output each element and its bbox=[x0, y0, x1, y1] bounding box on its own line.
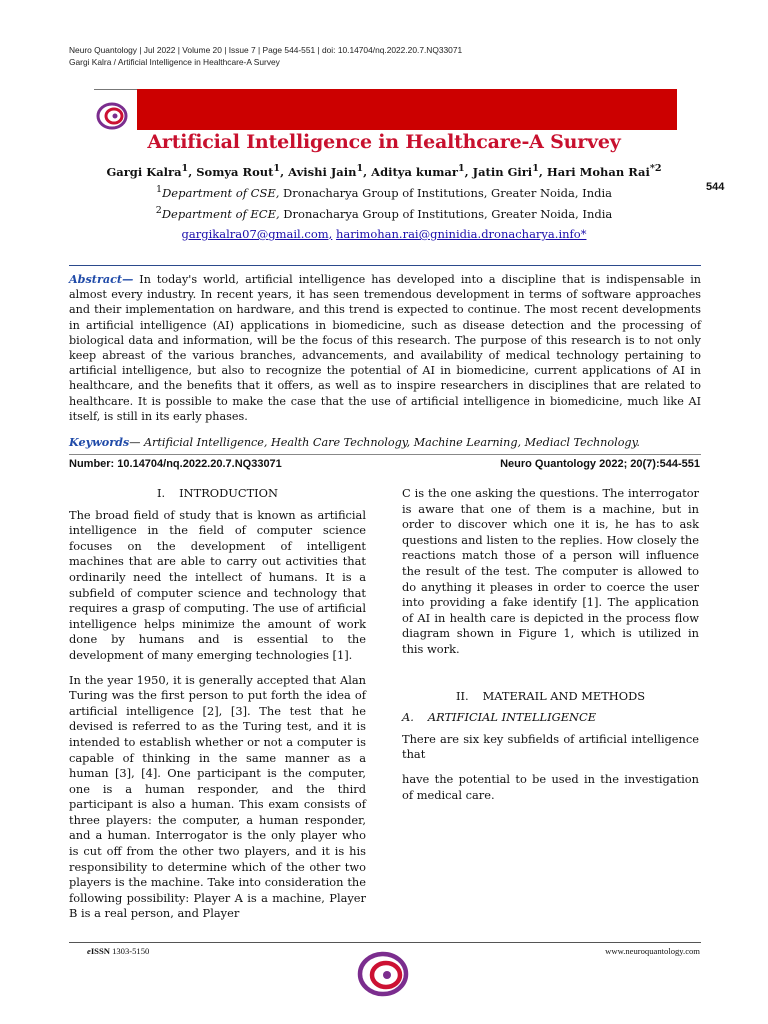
section-heading-introduction: I. INTRODUCTION bbox=[157, 486, 278, 500]
running-head bbox=[69, 44, 699, 68]
affiliation-2: $^2$Department of ECE, Dronacharya Group of Institutions, Greater Noida, India bbox=[155, 205, 613, 221]
neuroquantology-logo-icon bbox=[96, 101, 129, 131]
author: Hari Mohan Rai bbox=[546, 164, 650, 179]
footer-website[interactable]: www.neuroquantology.com bbox=[605, 946, 700, 956]
keywords-bottom-rule bbox=[69, 454, 701, 455]
author-emails bbox=[0, 227, 768, 241]
abstract-top-rule bbox=[69, 265, 701, 266]
author: Aditya kumar bbox=[371, 164, 458, 179]
email-link-1[interactable]: gargikalra07@gmail.com, bbox=[181, 227, 333, 241]
keywords bbox=[69, 435, 701, 450]
email-link-2[interactable]: harimohan.rai@gninidia.dronacharya.info* bbox=[335, 227, 587, 241]
paragraph: There are six key subfields of artificial intelligence that bbox=[402, 731, 699, 762]
paragraph: have the potential to be used in the investigation of medical care. bbox=[402, 771, 699, 802]
subsection-heading-ai: A. ARTIFICIAL INTELLIGENCE bbox=[402, 710, 597, 725]
footer-eissn: eISSN 1303-5150 bbox=[87, 946, 150, 956]
header-banner bbox=[137, 89, 677, 130]
paragraph: In the year 1950, it is generally accepted that Alan Turing was the first person to put forth the idea of artificial intelligence [2], [3]. The test that he devised is referred to as the Turing test, and it is intended to establish whether or not a computer is capable of thinking in the same manner as a human [3], [4]. One participant is the computer, one is a human responder, and the third participant is also a human. This exam consists of three players: the computer, a human responder, and a human. Interrogator is the only player who is cut off from the other two players, and it is his responsibility to determine which of the other two players is the machine. Take into consideration the following possibility: Player A is a machine, Player B is a real person, and Player bbox=[69, 672, 366, 921]
section-heading-methods: II. MATERAIL AND METHODS bbox=[455, 688, 646, 703]
abstract bbox=[69, 272, 701, 424]
keywords-text: — Artificial Intelligence, Health Care Technology, Machine Learning, Mediacl Technology. bbox=[129, 436, 640, 449]
affiliation-1: $^1$Department of CSE, Dronacharya Group of Institutions, Greater Noida, India bbox=[155, 184, 613, 200]
author: Jatin Giri bbox=[472, 164, 533, 179]
author: Somya Rout bbox=[196, 164, 274, 179]
doi-number: Number: 10.14704/nq.2022.20.7.NQ33071 bbox=[69, 458, 282, 470]
running-head-journal-info: Neuro Quantology | Jul 2022 | Volume 20 | Issue 7 | Page 544-551 | doi: 10.14704/nq.2022.20.7.NQ33071 bbox=[69, 45, 463, 55]
paper-title: Artificial Intelligence in Healthcare-A Survey bbox=[147, 131, 621, 153]
author: Avishi Jain bbox=[288, 164, 357, 179]
page-number: 544 bbox=[706, 181, 725, 193]
author-list: Gargi Kalra$^1$, Somya Rout$^1$, Avishi Jain$^1$, Aditya kumar$^1$, Jatin Giri$^1$, Hari Mohan Rai$^{*2}$ bbox=[106, 163, 662, 179]
paragraph: The broad field of study that is known as artificial intelligence in the field of computer science focuses on the development of intelligent machines that are able to carry out activities that ordinarily need the intellect of humans. It is a subfield of computer science and technology that requires a grasp of computing. The use of artificial intelligence helps minimize the amount of work done by humans and is essential to the development of many emerging technologies [1]. bbox=[69, 507, 366, 662]
banner-rule bbox=[94, 89, 138, 90]
neuroquantology-logo-icon bbox=[356, 950, 410, 1002]
paragraph: C is the one asking the questions. The interrogator is aware that one of them is a machine, but in order to discover which one it is, he has to ask questions and listen to the replies. How closely the reactions match those of a person will influence the result of the test. The computer is allowed to do anything it pleases in order to coerce the user into providing a fake identify [1]. The application of AI in health care is depicted in the process flow diagram shown in Figure 1, which is utilized in this work. bbox=[402, 486, 699, 656]
author: Gargi Kalra bbox=[106, 164, 182, 179]
abstract-label: Abstract— bbox=[69, 272, 134, 286]
footer-rule bbox=[69, 942, 701, 943]
keywords-label: Keywords bbox=[69, 435, 130, 449]
left-column bbox=[69, 486, 366, 931]
journal-citation: Neuro Quantology 2022; 20(7):544-551 bbox=[500, 458, 700, 470]
running-head-article: Gargi Kalra / Artificial Intelligence in Healthcare-A Survey bbox=[69, 57, 280, 67]
abstract-text: In today's world, artificial intelligence has developed into a discipline that is indispensable in almost every industry. In recent years, it has seen tremendous development in terms of software approaches and their implementation on hardware, and this trend is expected to continue. The most recent developments in artificial intelligence (AI) applications in biomedicine, such as disease detection and the processing of biological data and information, will be the focus of this research. The purpose of this research is to not only keep abreast of the various branches, advancements, and availability of medical technology pertaining to artificial intelligence, but also to recognize the potential of AI in biomedicine, current applications of AI in healthcare, and the benefits that it offers, as well as to inspire researchers in disciplines that are related to healthcare. It is possible to make the case that the use of artificial intelligence in biomedicine, much like AI itself, is still in its early phases. bbox=[69, 273, 701, 423]
right-column bbox=[402, 486, 699, 812]
